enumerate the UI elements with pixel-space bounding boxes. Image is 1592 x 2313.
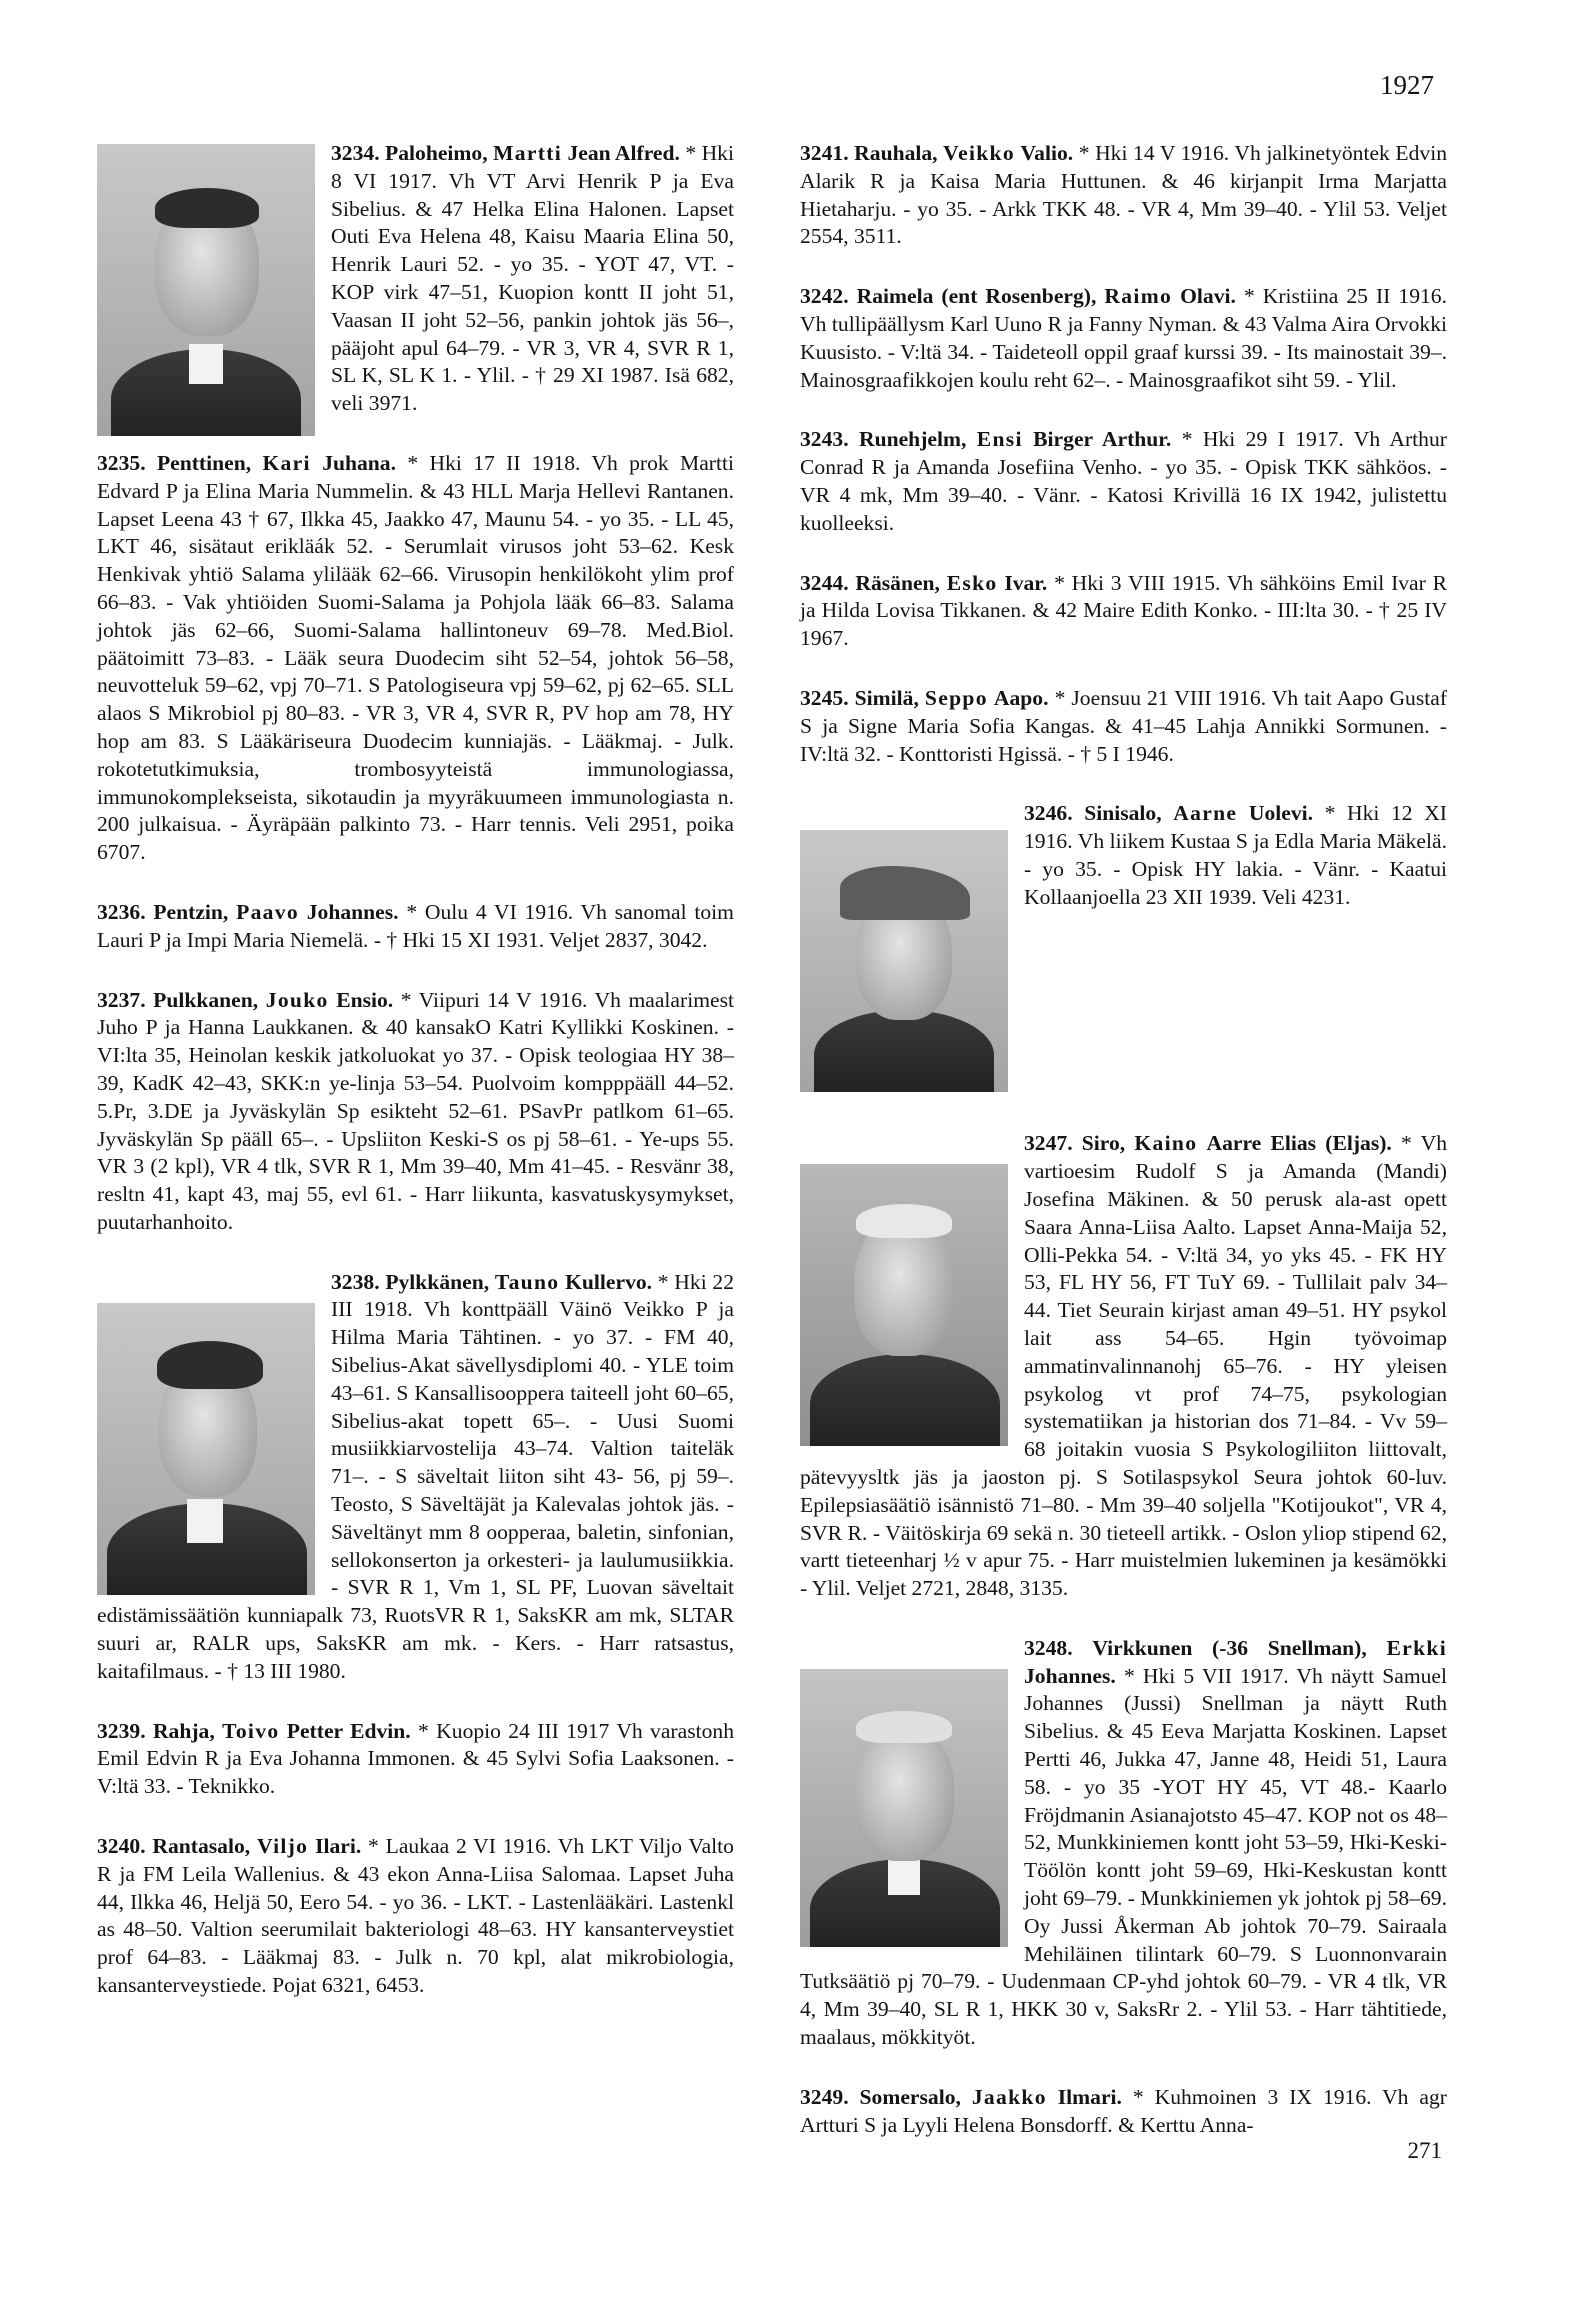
entry-3241 xyxy=(800,140,1447,251)
right-column xyxy=(800,140,1447,2171)
entry-other-names: Ilmari. xyxy=(1057,2084,1122,2109)
entry-given-name: Toivo xyxy=(222,1718,280,1743)
entry-other-names: Valio. xyxy=(1020,141,1074,165)
entry-other-names: Uolevi. xyxy=(1248,801,1314,826)
entry-given-name: Viljo xyxy=(256,1834,309,1859)
entry-number: 3234. xyxy=(331,141,380,165)
entry-text: * Hki 22 III 1918. Vh konttpääll Väinö Veikko P ja Hilma Maria Tähtinen. - yo 37. - FM 40, Sibelius-Akat sävellysdiplomi 40. - YLE toim 43–61. S Kansallisooppera taiteell joht 60–65, Sibelius-akat topett 65–. - Uusi Suomi musiikkiarvostelija 43–74. Valtion taiteläk 71–. - S säveltait liiton siht 43- 56, pj 59–. Teosto, S Säveltäjät ja Kalevalas johtok jäs. - Säveltänyt mm 8 oopperaa, baletin, sinfonian, sellokonserton ja orkesteri- ja laulumusiikkia. - SVR R 1, Vm 1, SL PF, Luovan säveltait edistämissäätiön kunniapalk 73, RuotsVR R 1, SaksKR am mk, SLTAR suuri ar, RALR ups, SaksKR am mk. - Kers. - Harr ratsastus, kaitafilmaus. - † 13 III 1980. xyxy=(97,1269,734,1683)
entry-other-names: Ensio. xyxy=(336,987,394,1012)
entry-number: 3245. xyxy=(800,685,849,710)
portrait-photo-3248 xyxy=(800,1669,1008,1947)
entry-number: 3244. xyxy=(800,570,849,595)
portrait-photo-3247 xyxy=(800,1164,1008,1446)
page-year: 1927 xyxy=(1380,70,1434,100)
entry-text: * Oulu 4 VI 1916. Vh sanomal toim Lauri P ja Impi Maria Niemelä. - † Hki 15 XI 1931. Veljet 2837, 3042. xyxy=(97,899,734,952)
entry-other-names: Aapo. xyxy=(993,685,1049,710)
entry-surname: Rahja, xyxy=(152,1718,215,1743)
entry-given-name: Esko xyxy=(946,570,998,595)
entry-given-name: Kaino xyxy=(1134,1131,1198,1156)
entry-3248 xyxy=(800,1635,1447,2052)
entry-text: * Hki 14 V 1916. Vh jalkinetyöntek Edvin Alarik R ja Kaisa Maria Huttunen. & 46 kirjanpit Irma Marjatta Hietaharju. - yo 35. - Arkk TKK 48. - VR 4, Mm 39–40. - Ylil 53. Veljet 2554, 3511. xyxy=(800,141,1448,249)
entry-3249 xyxy=(800,2084,1447,2140)
entry-given-name: Erkki xyxy=(1386,1635,1447,1660)
entry-surname: Runehjelm, xyxy=(858,427,967,452)
entry-other-names: Olavi. xyxy=(1180,284,1236,309)
entry-text: * Hki 17 II 1918. Vh prok Martti Edvard P ja Elina Maria Nummelin. & 43 HLL Marja Hellevi Rantanen. Lapset Leena 43 † 67, Ilkka 45, Jaakko 47, Maunu 54. - yo 35. - LL 45, LKT 46, sisätaut erikläák 52. - Serumlait virusos joht 53–62. Kesk Henkivak yhtiö Salama ylilääk 62–66. Virusopin henkilökoht ylim prof 66–83. - Vak yhtiöiden Suomi-Salama ja Pohjola lääk 66–83. Salama johtok jäs 62–66, Suomi-Salama hallintoneuv 69–78. Med.Biol. päätoimitt 73–83. - Lääk seura Duodecim siht 52–54, johtok 56–58, neuvotteluk 59–62, vpj 70–71. S Patologiseura vpj 59–62, pj 62–65. SLL alaos S Mikrobiol pj 80–83. - VR 3, VR 4, SVR R, PV hop am 78, HY hop am 83. S Lääkäriseura Duodecim kunniajäs. - Lääkmaj. - Julk. rokotetutkimuksia, trombosyyteistä immunologiassa, immunokomplekseista, sikotaudin ja myyräkuumeen immunologiasta n. 200 julkaisua. - Äyräpään palkinto 73. - Harr tennis. Veli 2951, poika 6707. xyxy=(97,450,734,865)
entry-surname: Paloheimo, xyxy=(385,141,488,165)
entry-surname: Similä, xyxy=(854,685,919,710)
entry-number: 3239. xyxy=(97,1718,146,1743)
entry-text: * Vh vartioesim Rudolf S ja Amanda (Mandi) Josefina Mäkinen. & 50 perusk ala-ast opett Saara Anna-Liisa Aalto. Lapset Anna-Maija 52, Olli-Pekka 54. - V:ltä 34, yo yks 45. - FK HY 53, FL HY 56, FT TuY 69. - Tullilait palv 34–44. Tiet Seurain kirjast aman 49–51. HY psykol lait ass 54–65. Hgin työvoimap ammatinvalinnanohj 65–76. - HY yleisen psykolog vt prof 74–75, psykologian systematiikan ja historian dos 71–84. - Vv 59–68 joitakin vuosia S Psykologiliiton liittovalt, pätevyysltk jäs ja jaoston pj. S Sotilaspsykol Seura johtok 60-luv. Epilepsiasäätiö isännistö 71–80. - Mm 39–40 soljella "Kotijoukot", VR 4, SVR R. - Väitöskirja 69 sekä n. 30 tieteell artikk. - Oslon yliop stipend 62, vartt tieteenharj ½ v apur 75. - Harr muistelmien lukeminen ja kesämökki - Ylil. Veljet 2721, 2848, 3135. xyxy=(800,1131,1448,1601)
entry-3236 xyxy=(97,899,734,955)
entry-given-name: Tauno xyxy=(494,1269,560,1294)
entry-number: 3236. xyxy=(97,899,146,924)
entry-other-names: Petter Edvin. xyxy=(286,1718,411,1743)
portrait-photo-3234 xyxy=(97,144,315,436)
entry-other-names: Johannes. xyxy=(306,899,399,924)
entry-given-name: Kari xyxy=(262,450,311,475)
portrait-photo-3246 xyxy=(800,830,1008,1092)
entry-3238 xyxy=(97,1269,734,1686)
entry-number: 3247. xyxy=(1024,1131,1073,1156)
entry-text: * Hki 12 XI 1916. Vh liikem Kustaa S ja Edla Maria Mäkelä. - yo 35. - Opisk HY lakia. - Vänr. - Kaatui Kollaanjoella 23 XII 1939. Veli 4231. xyxy=(1024,801,1447,909)
entry-surname: Penttinen, xyxy=(156,450,252,475)
entry-number: 3242. xyxy=(800,284,849,309)
entry-3245 xyxy=(800,685,1447,768)
entry-3237 xyxy=(97,987,734,1237)
left-column xyxy=(97,140,734,2032)
entry-3239 xyxy=(97,1718,734,1801)
entry-other-names: Birger Arthur. xyxy=(1033,427,1172,452)
entry-surname: Siro, xyxy=(1081,1131,1126,1156)
entry-other-names: Juhana. xyxy=(322,450,397,475)
entry-surname: Raimela (ent Rosenberg), xyxy=(856,284,1097,309)
portrait-photo-3238 xyxy=(97,1303,315,1595)
entry-number: 3238. xyxy=(331,1269,380,1294)
entry-3247 xyxy=(800,1130,1447,1603)
entry-text: * Joensuu 21 VIII 1916. Vh tait Aapo Gustaf S ja Signe Maria Sofia Kangas. & 41–45 Lahja Annikki Sormunen. - IV:ltä 32. - Konttoristi Hgissä. - † 5 I 1946. xyxy=(800,685,1448,766)
entry-number: 3248. xyxy=(1024,1635,1073,1660)
entry-given-name: Martti xyxy=(493,141,563,165)
entry-given-name: Ensi xyxy=(976,427,1023,452)
entry-given-name: Veikko xyxy=(943,141,1015,165)
entry-other-names: Ilari. xyxy=(315,1834,362,1859)
entry-text: * Hki 3 VIII 1915. Vh sähköins Emil Ivar R ja Hilda Lovisa Tikkanen. & 42 Maire Edith Konko. - III:lta 30. - † 25 IV 1967. xyxy=(800,570,1447,651)
entry-3234 xyxy=(97,140,734,418)
entry-other-names: Kullervo. xyxy=(565,1269,653,1294)
entry-text: * Kristiina 25 II 1916. Vh tullipäällysm Karl Uuno R ja Fanny Nyman. & 43 Valma Aira Orvokki Kuusisto. - V:ltä 34. - Taideteoll oppil graaf kurssi 39. - Its mainostait 39–. Mainosgraafikkojen koulu reht 62–. - Mainosgraafikot siht 59. - Ylil. xyxy=(800,284,1447,392)
entry-given-name: Raimo xyxy=(1104,284,1173,309)
entry-given-name: Jaakko xyxy=(971,2084,1047,2109)
entry-3242 xyxy=(800,283,1447,394)
entry-other-names: Johannes. xyxy=(1024,1663,1116,1688)
entry-number: 3243. xyxy=(800,427,849,452)
page-number: 271 xyxy=(1407,2138,1442,2163)
entry-given-name: Jouko xyxy=(265,987,329,1012)
entry-number: 3237. xyxy=(97,987,146,1012)
entry-number: 3246. xyxy=(1024,801,1073,826)
entry-surname: Räsänen, xyxy=(855,570,940,595)
entry-number: 3240. xyxy=(97,1834,146,1859)
entry-given-name: Aarne xyxy=(1173,801,1238,826)
entry-surname: Pylkkänen, xyxy=(385,1269,490,1294)
entry-surname: Somersalo, xyxy=(859,2084,961,2109)
entry-text: * Viipuri 14 V 1916. Vh maalarimest Juho P ja Hanna Laukkanen. & 40 kansakO Katri Kyllikki Koskinen. - VI:lta 35, Heinolan keskik jatkoluokat yo 37. - Opisk teologiaa HY 38–39, KadK 42–43, SKK:n ye-linja 53–54. Puolvoim kompppääll 44–52. 5.Pr, 3.DE ja Jyväskylän Sp esikteht 52–61. PSavPr patlkom 61–65. Jyväskylän Sp pääll 65–. - Upsliiton Keski-S os pj 58–61. - Ye-ups 55. VR 3 (2 kpl), VR 4 tlk, SVR R 1, Mm 39–40, Mm 41–45. - Resvänr 38, resltn 41, kapt 43, maj 55, evl 61. - Harr liikunta, kasvatuskysymykset, puutarhanhoito. xyxy=(97,987,734,1234)
entry-given-name: Paavo xyxy=(236,899,299,924)
entry-number: 3241. xyxy=(800,141,849,165)
entry-3235 xyxy=(97,450,734,867)
entry-given-name: Seppo xyxy=(924,685,988,710)
entry-3244 xyxy=(800,570,1447,653)
entry-other-names: Aarre Elias (Eljas). xyxy=(1206,1131,1392,1156)
entry-text: * Kuopio 24 III 1917 Vh varastonh Emil Edvin R ja Eva Johanna Immonen. & 45 Sylvi Sofia Laaksonen. - V:ltä 33. - Teknikko. xyxy=(97,1718,735,1799)
entry-3246 xyxy=(800,800,1447,1098)
entry-text: * Kuhmoinen 3 IX 1916. Vh agr Artturi S ja Lyyli Helena Bonsdorff. & Kerttu Anna- xyxy=(800,2084,1447,2137)
entry-surname: Pentzin, xyxy=(153,899,229,924)
entry-surname: Pulkkanen, xyxy=(153,987,259,1012)
entry-3243 xyxy=(800,426,1447,537)
entry-number: 3249. xyxy=(800,2084,849,2109)
entry-3240 xyxy=(97,1833,734,2000)
entry-other-names: Ivar. xyxy=(1004,570,1048,595)
entry-text: * Hki 5 VII 1917. Vh näytt Samuel Johannes (Jussi) Snellman ja näytt Ruth Sibelius. & 45 Eeva Marjatta Koskinen. Lapset Pertti 46, Jukka 47, Janne 48, Heidi 51, Laura 58. - yo 35 -YOT HY 45, VT 48.- Kaarlo Fröjdmanin Asianajotsto 45–47. KOP not os 48–52, Munkkiniemen kontt joht 53–59, Hki-Keski-Töölön kontt joht 59–69, Hki-Keskustan kontt joht 69–79. - Munkkiniemen yk johtok pj 58–69. Oy Jussi Åkerman Ab johtok 70–79. Sairaala Mehiläinen tilintark 60–79. S Luonnonvarain Tutksäätiö pj 70–79. - Uudenmaan CP-yhd johtok 60–79. - VR 4 tlk, VR 4, Mm 39–40, SL R 1, HKK 30 v, SaksRr 2. - Ylil 53. - Harr tähtitiede, maalaus, mökkityöt. xyxy=(800,1663,1447,2050)
entry-surname: Sinisalo, xyxy=(1084,801,1162,826)
entry-surname: Rantasalo, xyxy=(152,1834,251,1859)
entry-other-names: Jean Alfred. xyxy=(567,141,680,165)
entry-surname: Rauhala, xyxy=(854,141,938,165)
entry-number: 3235. xyxy=(97,450,146,475)
entry-surname: Virkkunen (-36 Snellman), xyxy=(1092,1635,1367,1660)
entry-text: * Laukaa 2 VI 1916. Vh LKT Viljo Valto R ja FM Leila Wallenius. & 43 ekon Anna-Liisa Salomaa. Lapset Juha 44, Ilkka 46, Heljä 50, Eero 54. - yo 36. - LKT. - Lastenlääkäri. Lastenkl as 48–50. Valtion seerumilait bakteriologi 48–63. HY kansanterveystiet prof 64–83. - Lääkmaj 83. - Julk n. 70 kpl, alat mikrobiologia, kansanterveystiede. Pojat 6321, 6453. xyxy=(97,1834,734,1998)
entry-text: * Hki 8 VI 1917. Vh VT Arvi Henrik P ja Eva Sibelius. & 47 Helka Elina Halonen. Lapset Outi Eva Helena 48, Kaisu Maaria Elina 50, Henrik Lauri 52. - yo 35. - YOT 47, VT. - KOP virk 47–51, Kuopion kontt II joht 51, Vaasan II joht 52–56, pankin johtok jäs 56–, pääjoht apul 64–79. - VR 3, VR 4, SVR R 1, SL K, SL K 1. - Ylil. - † 29 XI 1987. Isä 682, veli 3971. xyxy=(331,141,734,416)
entry-text: * Hki 29 I 1917. Vh Arthur Conrad R ja Amanda Josefiina Venho. - yo 35. - Opisk TKK sähköos. - VR 4 mk, Mm 39–40. - Vänr. - Katosi Krivillä 16 IX 1942, julistettu kuolleeksi. xyxy=(800,427,1447,535)
